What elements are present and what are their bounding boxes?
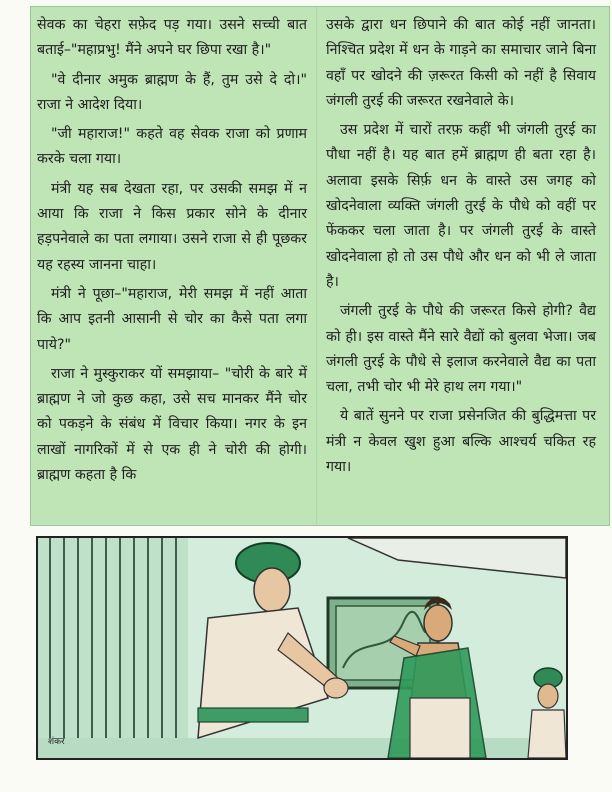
paragraph: ये बातें सुनने पर राजा प्रसेनजित की बुद्धिमत्ता पर मंत्री न केवल खुश हुआ बल्कि आश्चर्य चकित रह गया। [326,408,596,476]
paragraph: सेवक का चेहरा सफ़ेद पड़ गया। उसने सच्ची बात बताई–"महाप्रभु! मैंने अपने घर छिपा रखा है।" [37,17,307,59]
paragraph: जंगली तुरई के पौधे की जरूरत किसे होगी? वैद्य को ही। इस वास्ते मैंने सारे वैद्यों को बुलवा भेजा। जब जंगली तुरई के पौधे से इलाज करनेवाले वैद्य का पता चला, तभी चोर भी मेरे हाथ लग गया।" [326,303,596,396]
floor [38,738,566,758]
paragraph: उस प्रदेश में चारों तरफ़ कहीं भी जंगली तुरई का पौधा नहीं है। यह बात हमें ब्राह्मण ही बता रहा है। अलावा इसके सिर्फ़ धन के वास्ते उस जगह को खोदनेवाला व्यक्ति जंगली तुरई के पौधे को वहीं पर फेंककर चला जाता है। पर जंगली तुरई के वास्ते खोदनेवाला हो तो उस पौधे और धन को भी ले जाता है। [326,122,596,290]
hands [324,678,348,698]
paragraph: राजा ने मुस्कुराकर यों समझाया– "चोरी के बारे में ब्राह्मण ने जो कुछ कहा, उसे सच मानकर मैंने चोर को पकड़ने के संबंध में विचार किया। नगर के इन लाखों नागरिकों में से एक ही ने चोरी की होगी। ब्राह्मण कहता है कि [37,365,307,484]
artist-signature: शंकर [48,737,65,747]
paragraph: मंत्री यह सब देखता रहा, पर उसकी समझ में न आया कि राजा ने किस प्रकार सोने के दीनार हड़पनेवाले का पता लगाया। उसने राजा से ही पूछकर यह रहस्य जानना चाहा। [37,180,307,273]
right-column [326,13,596,484]
story-text-panel [30,6,610,526]
left-column [37,13,307,492]
king-head [424,605,452,641]
sash [198,708,308,722]
column-divider [316,7,317,525]
illustration-scene [38,538,566,758]
face [254,568,290,612]
paragraph: मंत्री ने पूछा–"महाराज, मेरी समझ में नहीं आता कि आप इतनी आसानी से चोर का कैसे पता लगा पाये?" [37,285,307,353]
paragraph: "वे दीनार अमुक ब्राह्मण के हैं, तुम उसे दे दो।" राजा ने आदेश दिया। [37,71,307,113]
paragraph: उसके द्वारा धन छिपाने की बात कोई नहीं जानता। निश्चित प्रदेश में धन के गाड़ने का समाचार जाने बिना वहाँ पर खोदने की ज़रूरत किसी को नहीं है सिवाय जंगली तुरई की जरूरत रखनेवाले के। [326,17,596,109]
story-illustration [36,536,568,760]
paragraph: "जी महाराज!" कहते वह सेवक राजा को प्रणाम करके चला गया। [37,126,307,168]
curtain [38,538,188,758]
king-dhoti [410,698,470,758]
